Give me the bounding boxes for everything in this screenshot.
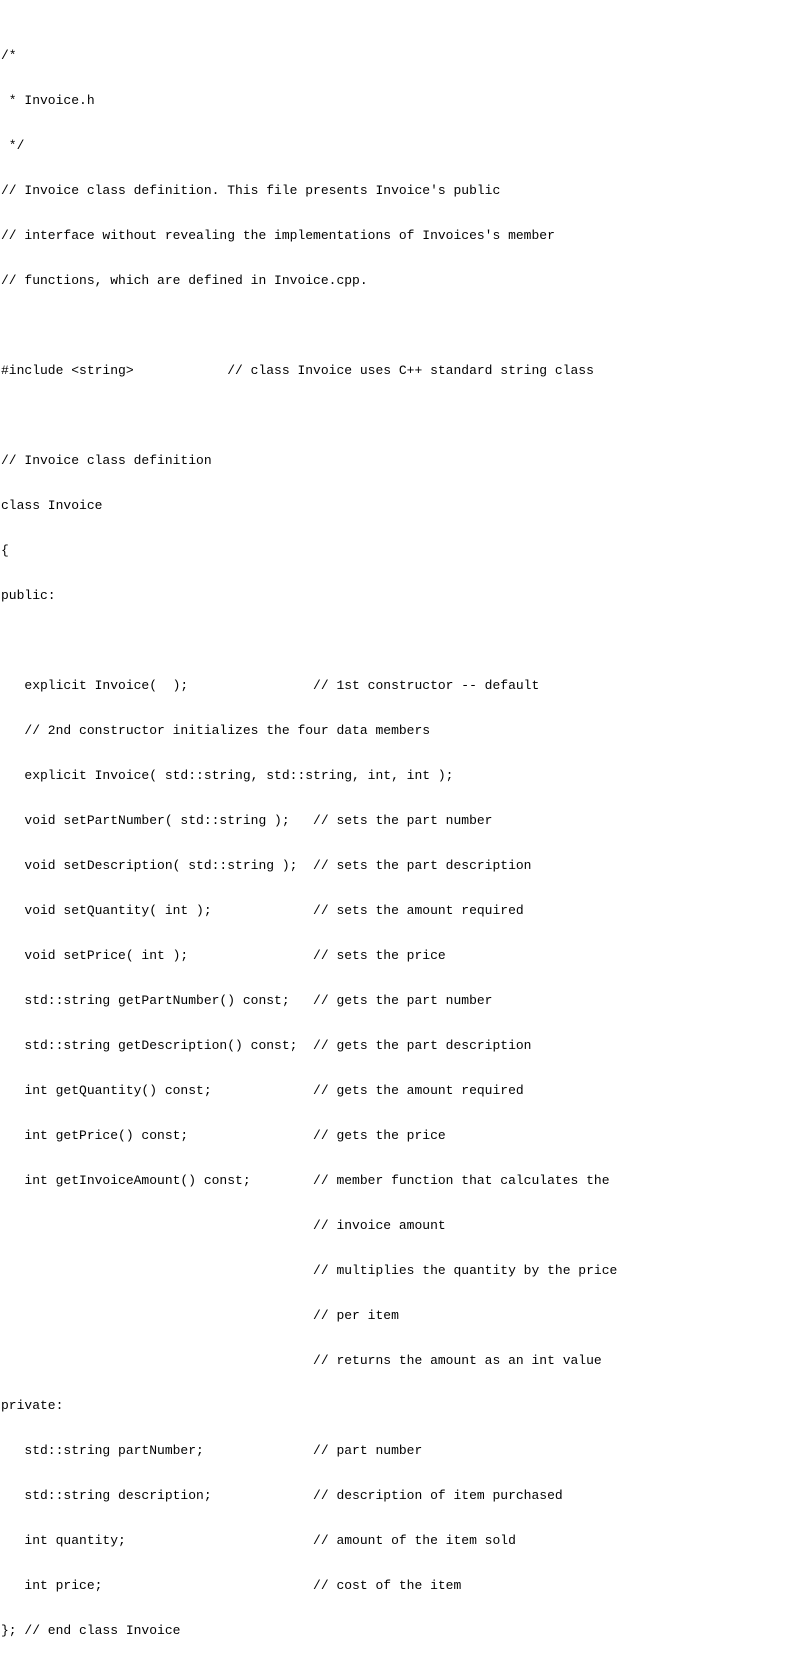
code-line: // 2nd constructor initializes the four data members (1, 723, 431, 738)
code-line: explicit Invoice( std::string, std::string, int, int ); (1, 768, 454, 783)
code-line: int price; // cost of the item (1, 1578, 462, 1593)
code-line (1, 318, 797, 333)
code-line: void setQuantity( int ); // sets the amount required (1, 903, 524, 918)
code-line: std::string description; // description of item purchased (1, 1488, 563, 1503)
code-line: int getPrice() const; // gets the price (1, 1128, 446, 1143)
code-view (1, 18, 797, 1653)
code-line: // interface without revealing the implementations of Invoices's member (1, 228, 555, 243)
code-line: class Invoice (1, 498, 103, 513)
code-line: // per item (1, 1308, 399, 1323)
code-line: // returns the amount as an int value (1, 1353, 602, 1368)
code-line (1, 633, 797, 648)
code-line: // invoice amount (1, 1218, 446, 1233)
code-line: void setDescription( std::string ); // sets the part description (1, 858, 532, 873)
code-line (1, 408, 797, 423)
code-line: /* (1, 48, 17, 63)
code-line: explicit Invoice( ); // 1st constructor -- default (1, 678, 540, 693)
code-line: #include <string> // class Invoice uses C++ standard string class (1, 363, 594, 378)
code-line: * Invoice.h (1, 93, 95, 108)
code-line: void setPartNumber( std::string ); // sets the part number (1, 813, 493, 828)
code-line: std::string partNumber; // part number (1, 1443, 423, 1458)
code-line: int getQuantity() const; // gets the amount required (1, 1083, 524, 1098)
code-line: private: (1, 1398, 64, 1413)
code-line: std::string getPartNumber() const; // gets the part number (1, 993, 493, 1008)
code-line: void setPrice( int ); // sets the price (1, 948, 446, 963)
code-line: // multiplies the quantity by the price (1, 1263, 618, 1278)
code-line: int quantity; // amount of the item sold (1, 1533, 516, 1548)
code-line: std::string getDescription() const; // gets the part description (1, 1038, 532, 1053)
code-line: int getInvoiceAmount() const; // member function that calculates the (1, 1173, 610, 1188)
code-line: // Invoice class definition. This file presents Invoice's public (1, 183, 501, 198)
code-line: // Invoice class definition (1, 453, 212, 468)
code-line: }; // end class Invoice (1, 1623, 181, 1638)
code-line: public: (1, 588, 56, 603)
code-line: // functions, which are defined in Invoice.cpp. (1, 273, 368, 288)
code-line: { (1, 543, 9, 558)
code-line: */ (1, 138, 25, 153)
